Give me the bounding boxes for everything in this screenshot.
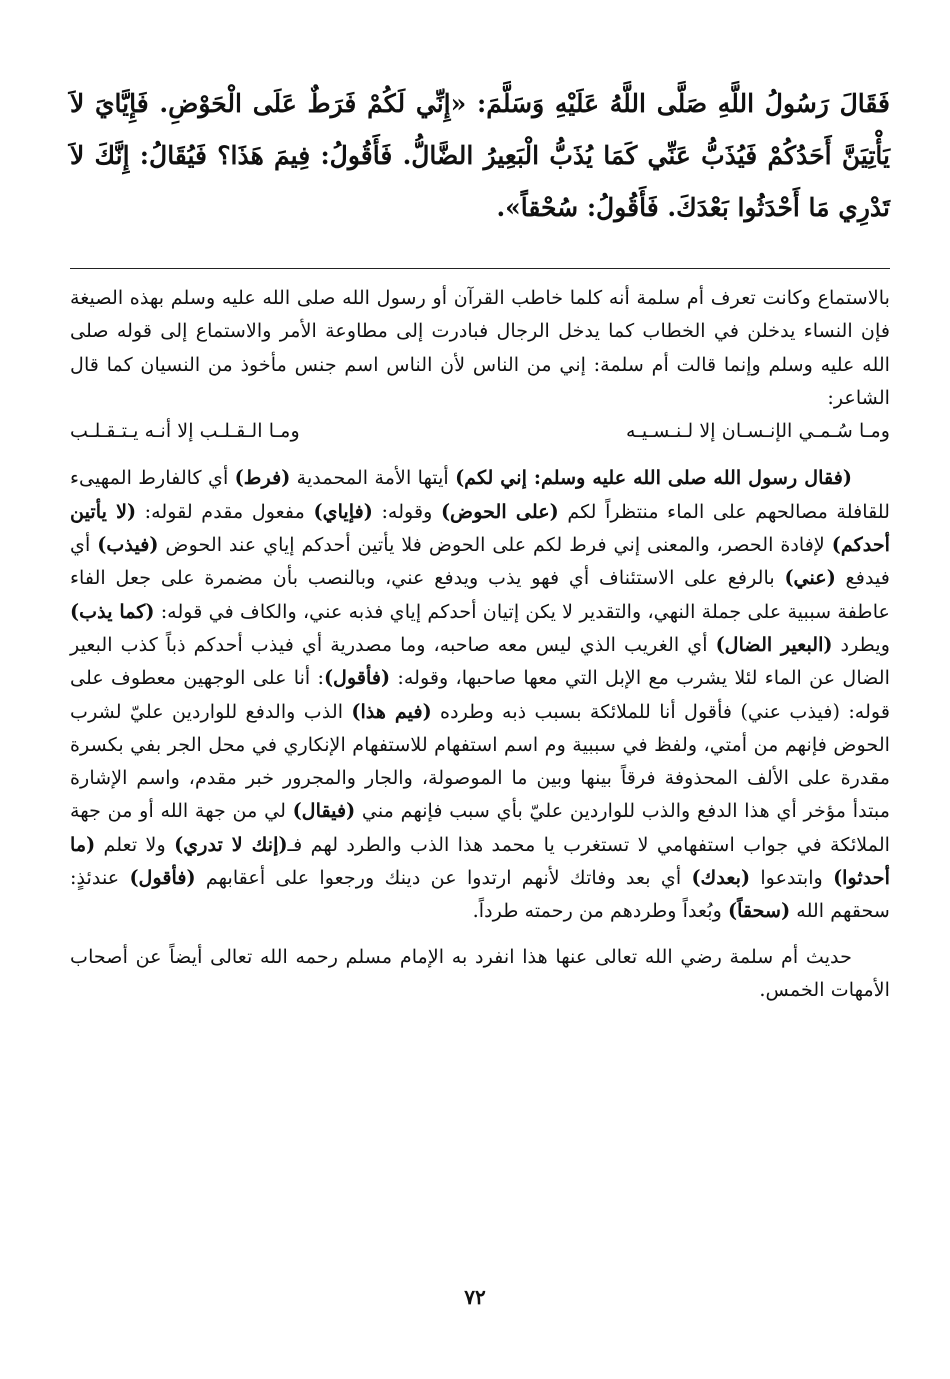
commentary-paragraph-2: [70, 461, 890, 927]
commentary-text: وبُعداً وطردهم من رحمته طرداً.: [472, 899, 728, 923]
commentary-text: بالرفع على الاستئناف أي فهو يذب ويدفع عني، وبالنصب بأن مضمرة على جعل الفاء عاطفة سببية على جملة النهي، والتقدير لا يكن إتيان أحدكم إياي فذبه عني، والكاف في قوله:: [70, 566, 890, 623]
hadith-quote: إِنِّي لَكُمْ فَرَطٌ عَلَى الْحَوْضِ. فَإِيَّايَ لاَ يَأْتِيَنَّ أَحَدُكُمْ فَيُذَبُّ عَنِّي كَمَا يُذَبُّ الْبَعِيرُ الضَّالُّ. فَأَقُولُ: فِيمَ هَذَا؟ فَيُقَالُ: إِنَّكَ لاَ تَدْرِي مَا أَحْدَثُوا بَعْدَكَ. فَأَقُولُ: سُحْقاً: [70, 89, 890, 222]
commentary-text: وابتدعوا: [750, 866, 834, 890]
commentary-section: [70, 281, 890, 1006]
commentary-paragraph-3: حديث أم سلمة رضي الله تعالى عنها هذا انفرد به الإمام مسلم رحمه الله تعالى أيضاً عن أصحاب الأمهات الخمس.: [70, 944, 890, 1001]
quoted-phrase: (سحقاً): [728, 899, 791, 923]
hadith-text: [70, 78, 890, 234]
commentary-text: عندئذٍ: سحقهم الله: [70, 866, 890, 923]
commentary-text: ويطرد: [832, 632, 890, 656]
verse-first-hemistich: ومـا سُـمـي الإنـسـان إلا لـنـسـيـه: [625, 419, 890, 443]
quoted-phrase: (فيم هذا): [351, 699, 432, 723]
quoted-phrase: (فإياي): [313, 499, 373, 523]
commentary-text: أي بعد وفاتك لأنهم ارتدوا عن دينك ورجعوا على أعقابهم: [195, 866, 692, 890]
commentary-text: الذب والدفع للواردين عليّ لشرب الحوض فإنهم من أمتي، ولفظ في سببية وم اسم استفهام للاستفهام الإنكاري في محل الجر بفي بكسرة مقدرة على الألف المحذوفة فرقاً بينها وبين ما الموصولة، والجار والمجرور خبر مقدم، واسم الإشارة مبتدأ مؤخر أي هذا الدفع والذب للواردين عليّ بأي سبب فإنهم مني: [70, 699, 890, 823]
verse-second-hemistich: ومـا الـقـلـب إلا أنـه يـتـقـلـب: [70, 419, 300, 443]
quoted-phrase: (عني): [784, 566, 836, 590]
quoted-phrase: (فأقول): [129, 866, 196, 890]
quoted-phrase: (البعير الضال): [715, 632, 833, 656]
quoted-phrase: (فيذب): [97, 533, 159, 557]
quoted-phrase: (فقال رسول الله صلى الله عليه وسلم: إني لكم): [455, 466, 852, 490]
quoted-phrase: (لا يأتين أحدكم): [70, 499, 891, 557]
quoted-phrase: (فرط): [234, 466, 291, 490]
commentary-text: وقوله:: [372, 499, 441, 523]
quoted-phrase: (بعدك): [691, 866, 751, 890]
quoted-phrase: (فيقال): [292, 799, 356, 823]
commentary-text: أي كالفارط المهيىء للقافلة مصالحهم على الماء منتظراً لكم: [70, 466, 890, 523]
commentary-text: ولا تعلم: [95, 832, 175, 856]
commentary-text: لإفادة الحصر، والمعنى إني فرط لكم على الحوض فلا يأتين أحدكم إياي عند الحوض: [158, 533, 832, 557]
commentary-text: : أنا على الوجهين معطوف على قوله: (فيذب عني) فأقول أنا للملائكة بسبب ذبه وطرده: [70, 666, 891, 723]
quoted-phrase: (فأقول): [323, 666, 391, 690]
hadith-outro: ».: [496, 193, 521, 222]
quoted-phrase: (على الحوض): [440, 499, 559, 523]
commentary-text: أي الغريب الذي ليس معه صاحبه، وما مصدرية أي فيذب أحدكم ذباً كذب البعير الضال عن الماء لئلا يشرب مع الإبل التي معها صاحبها، وقوله:: [70, 632, 890, 690]
commentary-paragraph-1: بالاستماع وكانت تعرف أم سلمة أنه كلما خاطب القرآن أو رسول الله صلى الله عليه وسلم بهذه الصيغة فإن النساء يدخلن في الخطاب كما يدخل الرجال فبادرت إلى مطاوعة الأمر والاستماع إلى قوله صلى الله عليه وسلم وإنما قالت أم سلمة: إني من الناس لأن الناس اسم جنس مأخوذ من النسيان كما قال الشاعر:: [70, 286, 890, 409]
quoted-phrase: (ما أحدثوا): [70, 832, 890, 890]
footnote-divider: [70, 268, 890, 269]
poetry-verse: [70, 414, 890, 447]
page-number: ٧٢: [464, 1285, 486, 1309]
quoted-phrase: (إنك لا تدري): [174, 832, 288, 856]
commentary-text: أيتها الأمة المحمدية: [290, 466, 456, 490]
quoted-phrase: (كما يذب): [70, 599, 155, 623]
document-page: [70, 78, 890, 1006]
commentary-text: مفعول مقدم لقوله:: [136, 499, 314, 523]
commentary-text: لي من جهة الله أو من جهة الملائكة في جواب استفهامي لا تستغرب يا محمد هذا الذب والطرد لهم فـ: [70, 799, 890, 856]
hadith-intro: فَقَالَ رَسُولُ اللَّهِ صَلَّى اللَّهُ عَلَيْهِ وَسَلَّمَ: «: [450, 89, 890, 118]
commentary-text: أي فيدفع: [70, 533, 890, 590]
